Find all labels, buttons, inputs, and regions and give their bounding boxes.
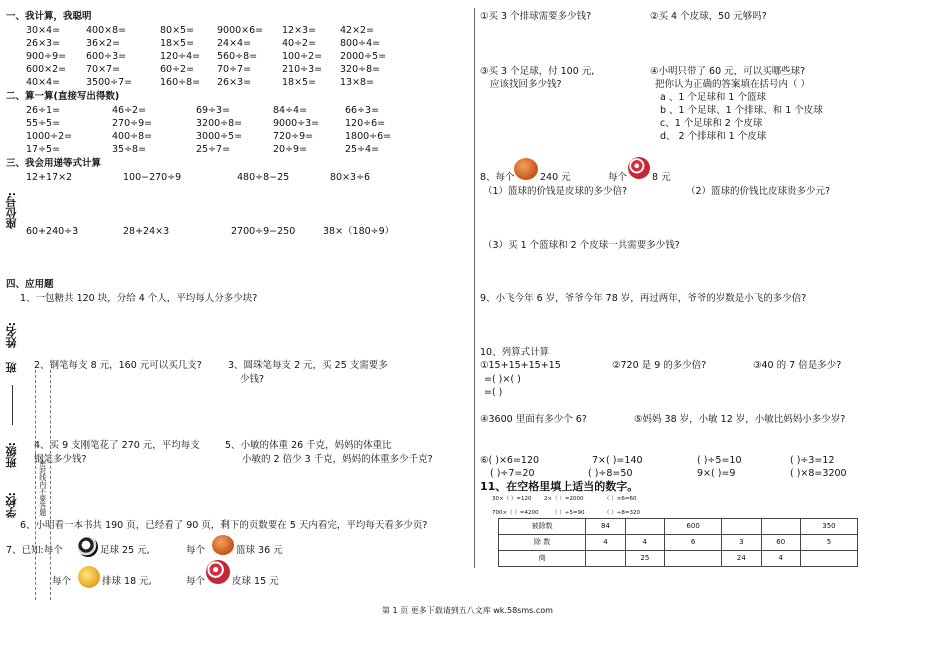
oral-calc-item: 100÷2= [282,51,323,62]
quick-calc-item: 84÷4= [273,105,308,116]
class-mark: 班 [5,362,18,373]
oral-calc-item: 600÷3= [86,51,127,62]
problem-7-basketball: 篮球 36 元 [236,545,283,556]
quick-calc-item: 20÷9= [273,144,308,155]
q9: 9、小飞今年 6 岁，爷爷今年 78 岁，再过两年，爷爷的岁数是小飞的多少倍? [480,293,807,304]
problem-4-line1: 4、买 9 支刚笔花了 270 元，平均每支 [34,440,200,451]
seal-text: 密封线内不要答题 [38,460,47,516]
oral-calc-item: 18×5= [160,38,195,49]
table-row [499,551,858,567]
q10-h: ( )÷5=10 [697,455,742,466]
soccer-ball-icon [78,537,98,557]
q10-i2: ( )×8=3200 [790,468,847,479]
problem-7-rubber: 皮球 15 元 [232,576,279,587]
problem-2: 2、钢笔每支 8 元，160 元可以买几支? [34,360,202,371]
section-1-title: 一、我计算，我聪明 [6,11,92,22]
option-d: d、 2 个排球和 1 个皮球 [660,131,767,142]
q7-sub-c-line2: 应该找回多少钱? [490,79,562,90]
quick-calc-item: 55÷5= [26,118,61,129]
table-cell: 4 [761,551,800,567]
table-cell [586,551,625,567]
table-cell: 60 [761,535,800,551]
problem-7-lead: 7、已知:每个 [6,545,63,556]
oral-calc-item: 70×7= [86,64,121,75]
q10-f: ⑥( )×6=120 [480,455,540,466]
q11-small-1a: 30×（ ）=120 [492,496,532,502]
oral-calc-item: 26×3= [26,38,61,49]
q7-sub-c-line1: ③买 3 个足球，付 100 元, [480,66,595,77]
table-cell: 24 [722,551,761,567]
expr-5: 60+240÷3 [26,226,79,237]
table-cell: 4 [625,535,664,551]
quick-calc-item: 46÷2= [112,105,147,116]
q7-sub-d-line2: 把你认为正确的答案填在括号内（ ） [655,79,811,90]
rubber-ball-icon [206,560,230,584]
oral-calc-item: 13×8= [340,77,375,88]
q10-a-step3: =( ) [484,387,503,398]
expr-2: 100−270÷9 [123,172,182,183]
basketball-icon [514,158,538,180]
expr-8: 38×（180÷9） [323,226,395,237]
expr-1: 12+17×2 [26,172,73,183]
table-cell [625,519,664,535]
oral-calc-item: 800÷4= [340,38,381,49]
q10-h2: 9×( )=9 [697,468,736,479]
class-label: 班级: [5,442,18,469]
expr-6: 28+24×3 [123,226,170,237]
oral-calc-item: 900÷9= [26,51,67,62]
table-cell: 600 [665,519,722,535]
oral-calc-item: 2000÷5= [340,51,387,62]
quick-calc-item: 25÷4= [345,144,380,155]
oral-calc-item: 42×2= [340,25,375,36]
table-cell: 350 [800,519,857,535]
oral-calc-item: 120÷4= [160,51,201,62]
q10-b: ②720 是 9 的多少倍? [612,360,707,371]
q10-g: 7×( )=140 [592,455,643,466]
table-cell: 商 [499,551,586,567]
table-cell [761,519,800,535]
q8-price-rubber: 8 元 [652,172,671,183]
oral-calc-item: 40×4= [26,77,61,88]
q10-i: ( )÷3=12 [790,455,835,466]
quick-calc-item: 17÷5= [26,144,61,155]
quick-calc-item: 35÷8= [112,144,147,155]
seal-line-1 [35,370,36,600]
quick-calc-item: 3200÷8= [196,118,243,129]
option-a: a 、1 个足球和 1 个篮球 [660,92,766,103]
q11-small-1b: 2×（ ）=2000 [544,496,584,502]
q8-lead: 8、每个 [480,172,515,183]
table-cell [665,551,722,567]
section-4-title: 四、应用题 [6,279,54,290]
problem-7-soccer: 足球 25 元, [100,545,150,556]
q8-each: 每个 [608,172,628,183]
q8-price-basketball: 240 元 [540,172,571,183]
section-2-title: 二、算一算(直接写出得数) [6,91,120,102]
table-cell: 6 [665,535,722,551]
problem-6: 6、小明看一本书共 190 页，已经看了 90 页，剩下的页数要在 5 天内看完，平均每天看多少页? [20,520,428,531]
quick-calc-item: 400÷8= [112,131,153,142]
oral-calc-item: 3500÷7= [86,77,133,88]
problem-7-each-3: 每个 [186,576,206,587]
table-cell: 被除数 [499,519,586,535]
problem-4-line2: 钢笔多少钱? [34,454,87,465]
quick-calc-item: 1000÷2= [26,131,73,142]
q10-g2: ( )÷8=50 [588,468,633,479]
oral-calc-item: 36×2= [86,38,121,49]
table-row [499,519,858,535]
rubber-ball-icon [628,157,650,179]
oral-calc-item: 60÷2= [160,64,195,75]
oral-calc-item: 560÷8= [217,51,258,62]
oral-calc-item: 9000×6= [217,25,264,36]
q11-small-2b: （ ）÷5=90 [552,510,585,516]
oral-calc-item: 400×8= [86,25,127,36]
basketball-icon [212,535,234,555]
q8-sub-1: （1）篮球的价钱是皮球的多少倍? [483,186,628,197]
q7-sub-d-line1: ④小明只带了 60 元，可以买哪些球? [650,66,806,77]
q11-small-1c: （ ）×6=60 [604,496,637,502]
problem-7-each-2: 每个 [52,576,72,587]
q10-a-step2: =( )×( ) [484,374,521,385]
table-row [499,535,858,551]
quick-calc-item: 9000÷3= [273,118,320,129]
problem-5-line2: 小敏的 2 倍少 3 千克，妈妈的体重多少千克? [242,454,433,465]
expr-4: 80×3÷6 [330,172,371,183]
seal-line-2 [50,370,51,600]
q10-a: ①15+15+15+15 [480,360,561,371]
q10-d: ④3600 里面有多少个 6? [480,414,587,425]
q10-e: ⑤妈妈 38 岁，小敏 12 岁，小敏比妈妈小多少岁? [634,414,846,425]
table-cell: 除 数 [499,535,586,551]
q7-sub-a: ①买 3 个排球需要多少钱? [480,11,592,22]
oral-calc-item: 24×4= [217,38,252,49]
oral-calc-item: 210÷3= [282,64,323,75]
oral-calc-item: 160÷8= [160,77,201,88]
quick-calc-item: 25÷7= [196,144,231,155]
oral-calc-item: 26×3= [217,77,252,88]
problem-7-each-1: 每个 [186,545,206,556]
quick-calc-item: 720÷9= [273,131,314,142]
quick-calc-item: 26÷1= [26,105,61,116]
oral-calc-item: 70÷7= [217,64,252,75]
q8-sub-2: （2）篮球的价钱比皮球贵多少元? [686,186,831,197]
q10-f2: ( )÷7=20 [490,468,535,479]
q8-sub-3: （3）买 1 个篮球和 2 个皮球一共需要多少钱? [483,240,680,251]
q7-sub-b: ②买 4 个皮球，50 元够吗? [650,11,767,22]
quick-calc-item: 69÷3= [196,105,231,116]
table-cell [800,551,857,567]
oral-calc-item: 600×2= [26,64,67,75]
q11-small-2c: （ ）÷8=320 [604,510,640,516]
q11-title: 11、在空格里填上适当的数字。 [480,480,639,493]
oral-calc-item: 320÷8= [340,64,381,75]
name-label: 姓名: [5,322,18,349]
option-c: c、1 个足球和 2 个皮球 [660,118,763,129]
quick-calc-item: 66÷3= [345,105,380,116]
school-label: 学校: [5,492,18,519]
oral-calc-item: 18×5= [282,77,317,88]
problem-5-line1: 5、小敏的体重 26 千克，妈妈的体重比 [225,440,392,451]
q11-number-table [498,518,858,567]
table-cell: 3 [722,535,761,551]
q11-small-2a: 700×（ ）=4200 [492,510,539,516]
page-footer: 第 1 页 更多下载请到五八文库 wk.58sms.com [382,606,553,615]
table-cell [722,519,761,535]
problem-3-line2: 少钱? [240,374,265,385]
problem-7-volleyball: 排球 18 元, [102,576,152,587]
q10-c: ③40 的 7 倍是多少? [753,360,842,371]
oral-calc-item: 12×3= [282,25,317,36]
expr-3: 480÷8−25 [237,172,290,183]
oral-calc-item: 30×4= [26,25,61,36]
quick-calc-item: 1800÷6= [345,131,392,142]
table-cell: 5 [800,535,857,551]
option-b: b 、1 个足球、1 个排球、和 1 个皮球 [660,105,823,116]
seat-number-label: 座位号: [5,192,18,230]
quick-calc-item: 3000÷5= [196,131,243,142]
table-cell: 84 [586,519,625,535]
column-divider [474,8,475,568]
oral-calc-item: 40÷2= [282,38,317,49]
oral-calc-item: 80×5= [160,25,195,36]
table-cell: 4 [586,535,625,551]
table-cell: 25 [625,551,664,567]
q10-title: 10、列算式计算 [480,347,550,358]
volleyball-icon [78,566,100,588]
problem-1: 1、一包糖共 120 块，分给 4 个人，平均每人分多少块? [20,293,258,304]
problem-3-line1: 3、圆珠笔每支 2 元，买 25 支需要多 [228,360,388,371]
expr-7: 2700÷9−250 [231,226,296,237]
section-3-title: 三、我会用递等式计算 [6,158,102,169]
name-line [12,385,13,425]
quick-calc-item: 120÷6= [345,118,386,129]
quick-calc-item: 270÷9= [112,118,153,129]
